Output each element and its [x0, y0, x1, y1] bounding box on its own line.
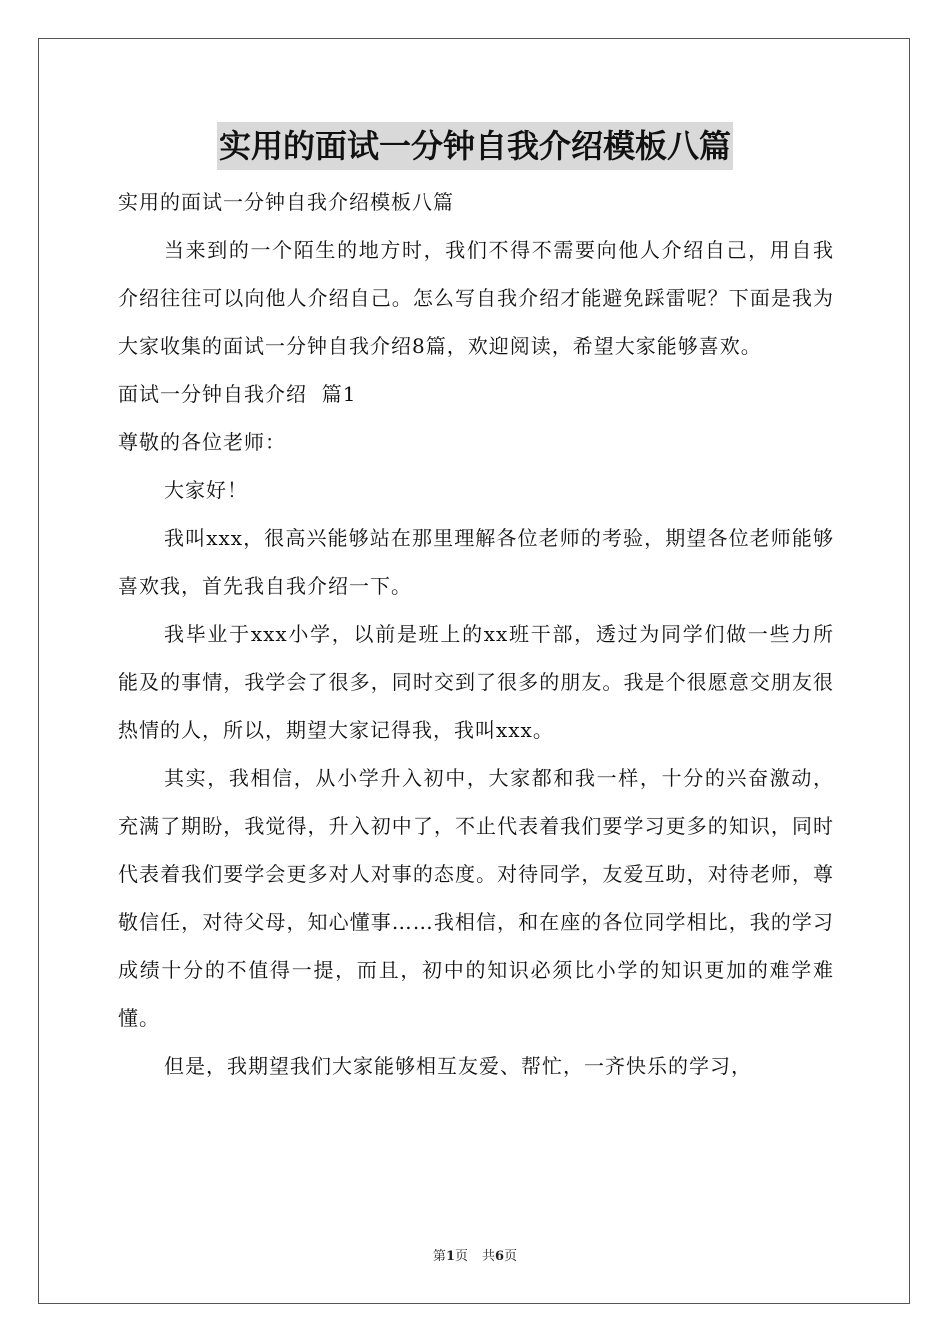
document-subtitle: 实用的面试一分钟自我介绍模板八篇	[118, 190, 454, 214]
salutation: 尊敬的各位老师：	[118, 430, 286, 454]
greeting: 大家好！	[164, 478, 248, 502]
page-footer	[0, 1248, 950, 1266]
intro-paragraph: 当来到的一个陌生的地方时，我们不得不需要向他人介绍自己，用自我介绍往往可以向他人介绍自己。怎么写自我介绍才能避免踩雷呢？下面是我为大家收集的面试一分钟自我介绍8篇，欢迎阅读，希望大家能够喜欢。	[118, 238, 834, 358]
body-paragraph: 但是，我期望我们大家能够相互友爱、帮忙，一齐快乐的学习，	[164, 1054, 752, 1078]
body-paragraph: 我叫xxx，很高兴能够站在那里理解各位老师的考验，期望各位老师能够喜欢我，首先我自我介绍一下。	[118, 526, 834, 598]
page-current-number: 1	[445, 1249, 455, 1264]
document-title: 实用的面试一分钟自我介绍模板八篇	[217, 122, 733, 170]
body-paragraph: 其实，我相信，从小学升入初中，大家都和我一样，十分的兴奋激动，充满了期盼，我觉得，升入初中了，不止代表着我们要学习更多的知识，同时代表着我们要学会更多对人对事的态度。对待同学，友爱互助，对待老师，尊敬信任，对待父母，知心懂事……我相信，和在座的各位同学相比，我的学习成绩十分的不值得一提，而且，初中的知识必须比小学的知识更加的难学难懂。	[118, 766, 834, 1030]
document-body	[118, 178, 834, 1090]
body-paragraph: 我毕业于xxx小学，以前是班上的xx班干部，透过为同学们做一些力所能及的事情，我学会了很多，同时交到了很多的朋友。我是个很愿意交朋友很热情的人，所以，期望大家记得我，我叫xxx。	[118, 622, 834, 742]
total-prefix: 共	[482, 1249, 496, 1264]
section-heading: 面试一分钟自我介绍 篇1	[118, 382, 357, 406]
title-container	[0, 122, 950, 170]
page-suffix: 页	[454, 1249, 468, 1264]
page-prefix: 第	[432, 1249, 446, 1264]
page-total-number: 6	[495, 1249, 505, 1264]
total-suffix: 页	[504, 1249, 518, 1264]
